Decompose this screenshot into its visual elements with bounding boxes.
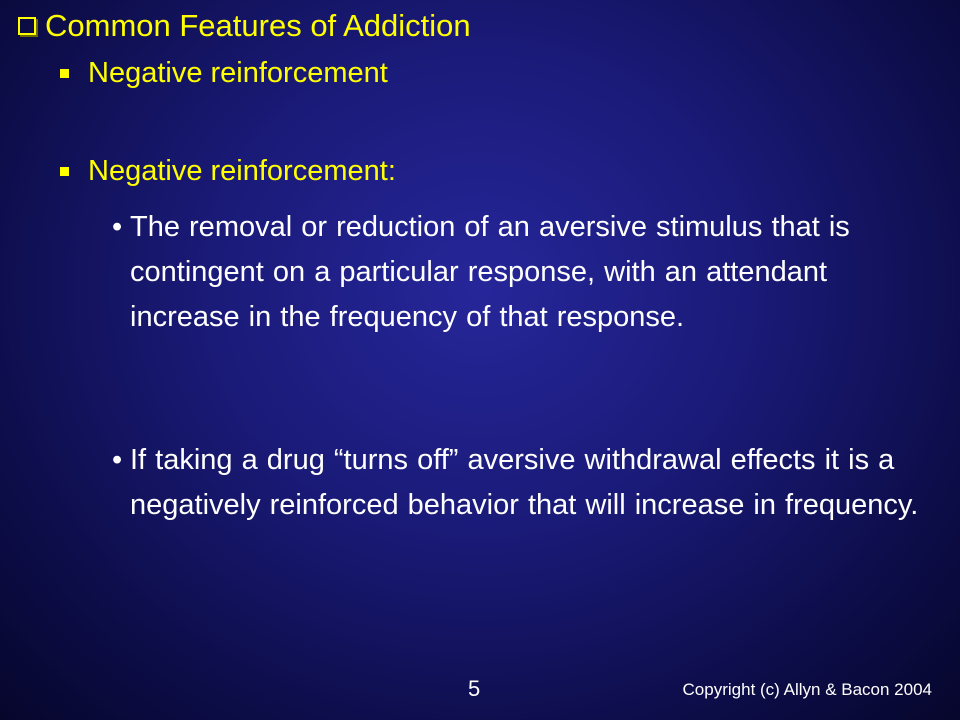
copyright-notice: Copyright (c) Allyn & Bacon 2004 [682,680,932,699]
slide-title-text: Common Features of Addiction [45,8,471,43]
page-number: 5 [468,676,481,701]
detail-1-text: The removal or reduction of an aversive stimulus that is contingent on a particular response, with an attendant increase in the frequency of that response. [130,211,850,333]
subpoint-2 [60,155,396,188]
filled-square-icon [60,167,69,176]
filled-square-icon [60,69,69,78]
dot-bullet-icon: • [112,211,123,243]
detail-1 [112,205,942,340]
hollow-square-icon [18,17,36,35]
detail-2 [112,438,942,528]
detail-2-text: If taking a drug “turns off” aversive withdrawal effects it is a negatively reinforced behavior that will increase in frequency. [130,444,919,521]
subpoint-2-text: Negative reinforcement: [88,155,396,187]
slide-title [18,8,471,44]
dot-bullet-icon: • [112,444,123,476]
subpoint-1-text: Negative reinforcement [88,57,388,89]
subpoint-1 [60,57,388,90]
